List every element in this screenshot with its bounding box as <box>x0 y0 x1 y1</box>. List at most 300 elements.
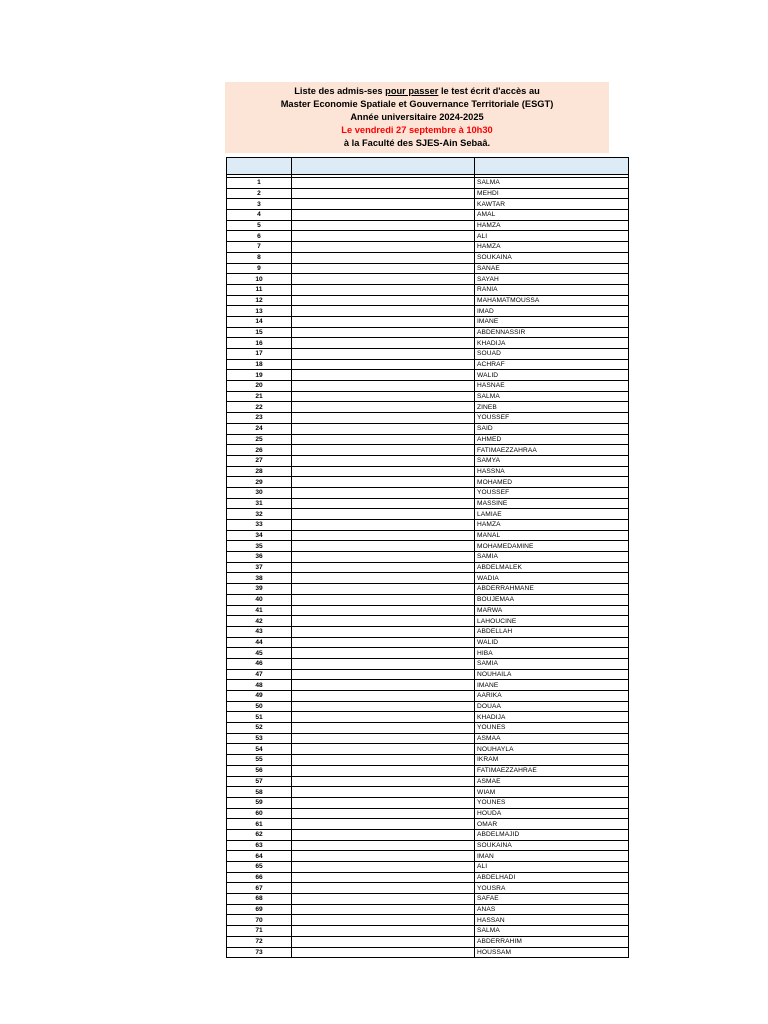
table-row <box>227 616 629 627</box>
row-blank-cell <box>292 306 475 317</box>
row-blank-cell <box>292 455 475 466</box>
table-row <box>227 242 629 253</box>
row-name: RANIA <box>475 284 629 295</box>
row-number: 38 <box>227 573 292 584</box>
row-blank-cell <box>292 691 475 702</box>
row-blank-cell <box>292 669 475 680</box>
row-name: DOUAA <box>475 701 629 712</box>
table-row <box>227 455 629 466</box>
exam-location: à la Faculté des SJES-Ain Sebaâ. <box>343 138 491 148</box>
row-number: 18 <box>227 359 292 370</box>
row-blank-cell <box>292 862 475 873</box>
row-name: AARIKA <box>475 691 629 702</box>
table-row <box>227 252 629 263</box>
table-row <box>227 755 629 766</box>
table-row <box>227 178 629 189</box>
table-row <box>227 626 629 637</box>
row-blank-cell <box>292 520 475 531</box>
table-row <box>227 370 629 381</box>
table-row <box>227 808 629 819</box>
row-number: 36 <box>227 552 292 563</box>
title-line-3: Année universitaire 2024-2025 <box>350 112 484 122</box>
row-name: HASSAN <box>475 915 629 926</box>
row-number: 68 <box>227 894 292 905</box>
row-number: 40 <box>227 594 292 605</box>
column-header-number <box>227 158 292 175</box>
row-number: 72 <box>227 936 292 947</box>
row-number: 16 <box>227 338 292 349</box>
row-blank-cell <box>292 616 475 627</box>
column-header-name <box>475 158 629 175</box>
row-number: 63 <box>227 840 292 851</box>
row-number: 19 <box>227 370 292 381</box>
row-blank-cell <box>292 936 475 947</box>
row-blank-cell <box>292 787 475 798</box>
row-number: 57 <box>227 776 292 787</box>
row-blank-cell <box>292 413 475 424</box>
row-number: 50 <box>227 701 292 712</box>
row-name: ASMAE <box>475 776 629 787</box>
row-name: SAMIA <box>475 658 629 669</box>
row-blank-cell <box>292 851 475 862</box>
row-number: 60 <box>227 808 292 819</box>
row-blank-cell <box>292 552 475 563</box>
row-blank-cell <box>292 701 475 712</box>
table-row <box>227 744 629 755</box>
table-row <box>227 872 629 883</box>
row-blank-cell <box>292 594 475 605</box>
row-name: FATIMAEZZAHRAA <box>475 445 629 456</box>
row-name: ABDELHADI <box>475 872 629 883</box>
row-number: 22 <box>227 402 292 413</box>
table-row <box>227 648 629 659</box>
table-row <box>227 338 629 349</box>
row-number: 11 <box>227 284 292 295</box>
row-blank-cell <box>292 776 475 787</box>
table-row <box>227 701 629 712</box>
row-blank-cell <box>292 947 475 958</box>
row-name: HOUDA <box>475 808 629 819</box>
row-blank-cell <box>292 894 475 905</box>
row-name: MOHAMED <box>475 477 629 488</box>
row-number: 32 <box>227 509 292 520</box>
row-name: ALI <box>475 231 629 242</box>
row-name: MARWA <box>475 605 629 616</box>
table-row <box>227 691 629 702</box>
table-row <box>227 274 629 285</box>
row-blank-cell <box>292 391 475 402</box>
row-blank-cell <box>292 252 475 263</box>
row-name: ABDERRAHMANE <box>475 584 629 595</box>
row-number: 73 <box>227 947 292 958</box>
row-blank-cell <box>292 274 475 285</box>
row-blank-cell <box>292 765 475 776</box>
table-row <box>227 466 629 477</box>
row-number: 30 <box>227 487 292 498</box>
row-number: 29 <box>227 477 292 488</box>
row-number: 59 <box>227 797 292 808</box>
list-title <box>225 82 609 153</box>
row-name: YOUSSEF <box>475 413 629 424</box>
row-name: SAYAH <box>475 274 629 285</box>
row-name: ASMAA <box>475 733 629 744</box>
row-name: ABDERRAHIM <box>475 936 629 947</box>
row-name: HASSNA <box>475 466 629 477</box>
row-name: HAMZA <box>475 520 629 531</box>
row-blank-cell <box>292 819 475 830</box>
row-blank-cell <box>292 210 475 221</box>
title-line-1-underlined: pour passer <box>385 86 439 96</box>
table-row <box>227 220 629 231</box>
row-number: 17 <box>227 349 292 360</box>
row-number: 14 <box>227 316 292 327</box>
row-blank-cell <box>292 423 475 434</box>
row-number: 67 <box>227 883 292 894</box>
table-row <box>227 669 629 680</box>
row-name: YOUNES <box>475 723 629 734</box>
row-number: 5 <box>227 220 292 231</box>
table-row <box>227 840 629 851</box>
row-blank-cell <box>292 359 475 370</box>
table-row <box>227 188 629 199</box>
row-blank-cell <box>292 541 475 552</box>
title-line-1-end: le test écrit d'accès au <box>438 86 540 96</box>
table-row <box>227 605 629 616</box>
table-row <box>227 316 629 327</box>
table-row <box>227 402 629 413</box>
row-number: 51 <box>227 712 292 723</box>
table-row <box>227 797 629 808</box>
row-name: SOUKAINA <box>475 252 629 263</box>
table-row <box>227 295 629 306</box>
row-number: 12 <box>227 295 292 306</box>
row-number: 53 <box>227 733 292 744</box>
row-name: MANAL <box>475 530 629 541</box>
table-row <box>227 883 629 894</box>
row-number: 61 <box>227 819 292 830</box>
row-number: 37 <box>227 562 292 573</box>
row-number: 58 <box>227 787 292 798</box>
row-name: HAMZA <box>475 242 629 253</box>
row-number: 69 <box>227 904 292 915</box>
table-row <box>227 915 629 926</box>
row-blank-cell <box>292 755 475 766</box>
row-blank-cell <box>292 626 475 637</box>
row-blank-cell <box>292 188 475 199</box>
row-number: 48 <box>227 680 292 691</box>
row-name: OMAR <box>475 819 629 830</box>
table-row <box>227 584 629 595</box>
row-name: WALID <box>475 370 629 381</box>
row-blank-cell <box>292 402 475 413</box>
row-blank-cell <box>292 349 475 360</box>
row-number: 64 <box>227 851 292 862</box>
row-blank-cell <box>292 263 475 274</box>
row-name: LAMIAE <box>475 509 629 520</box>
title-line-1-start: Liste des admis-ses <box>294 86 386 96</box>
row-blank-cell <box>292 381 475 392</box>
row-blank-cell <box>292 573 475 584</box>
row-blank-cell <box>292 648 475 659</box>
row-number: 56 <box>227 765 292 776</box>
row-name: FATIMAEZZAHRAE <box>475 765 629 776</box>
row-name: AHMED <box>475 434 629 445</box>
table-row <box>227 562 629 573</box>
row-blank-cell <box>292 445 475 456</box>
row-name: WIAM <box>475 787 629 798</box>
row-blank-cell <box>292 744 475 755</box>
table-row <box>227 829 629 840</box>
row-blank-cell <box>292 584 475 595</box>
table-row <box>227 552 629 563</box>
row-blank-cell <box>292 434 475 445</box>
table-row <box>227 712 629 723</box>
row-number: 10 <box>227 274 292 285</box>
row-name: YOUSSEF <box>475 487 629 498</box>
row-number: 42 <box>227 616 292 627</box>
row-name: IMANE <box>475 316 629 327</box>
row-blank-cell <box>292 466 475 477</box>
row-name: NOUHAILA <box>475 669 629 680</box>
table-row <box>227 594 629 605</box>
row-blank-cell <box>292 872 475 883</box>
table-row <box>227 723 629 734</box>
table-row <box>227 530 629 541</box>
row-blank-cell <box>292 723 475 734</box>
admitted-list-table <box>226 157 629 958</box>
row-blank-cell <box>292 840 475 851</box>
table-row <box>227 284 629 295</box>
table-row <box>227 851 629 862</box>
table-row <box>227 573 629 584</box>
row-name: ALI <box>475 862 629 873</box>
table-row <box>227 477 629 488</box>
row-blank-cell <box>292 199 475 210</box>
table-row <box>227 210 629 221</box>
row-number: 62 <box>227 829 292 840</box>
table-row <box>227 541 629 552</box>
row-number: 1 <box>227 178 292 189</box>
table-row <box>227 819 629 830</box>
table-header-row <box>227 158 629 175</box>
table-row <box>227 776 629 787</box>
table-row <box>227 787 629 798</box>
table-row <box>227 637 629 648</box>
row-blank-cell <box>292 808 475 819</box>
table-row <box>227 381 629 392</box>
row-blank-cell <box>292 327 475 338</box>
row-name: SAFAE <box>475 894 629 905</box>
row-blank-cell <box>292 338 475 349</box>
table-row <box>227 926 629 937</box>
row-number: 2 <box>227 188 292 199</box>
row-name: SANAE <box>475 263 629 274</box>
row-number: 28 <box>227 466 292 477</box>
row-name: WADIA <box>475 573 629 584</box>
row-blank-cell <box>292 712 475 723</box>
table-row <box>227 413 629 424</box>
row-blank-cell <box>292 509 475 520</box>
row-number: 4 <box>227 210 292 221</box>
row-name: IMAD <box>475 306 629 317</box>
row-name: MASSINE <box>475 498 629 509</box>
row-number: 20 <box>227 381 292 392</box>
row-blank-cell <box>292 220 475 231</box>
table-row <box>227 487 629 498</box>
row-blank-cell <box>292 883 475 894</box>
row-name: KHADIJA <box>475 712 629 723</box>
row-number: 54 <box>227 744 292 755</box>
row-number: 15 <box>227 327 292 338</box>
row-name: IKRAM <box>475 755 629 766</box>
table-row <box>227 199 629 210</box>
row-name: SAMYA <box>475 455 629 466</box>
row-blank-cell <box>292 316 475 327</box>
table-row <box>227 349 629 360</box>
table-row <box>227 231 629 242</box>
row-blank-cell <box>292 487 475 498</box>
title-line-2: Master Economie Spatiale et Gouvernance Territoriale (ESGT) <box>280 99 554 109</box>
row-name: ACHRAF <box>475 359 629 370</box>
row-number: 31 <box>227 498 292 509</box>
row-name: HOUSSAM <box>475 947 629 958</box>
table-row <box>227 862 629 873</box>
row-blank-cell <box>292 242 475 253</box>
row-name: BOUJEMAA <box>475 594 629 605</box>
row-name: SAID <box>475 423 629 434</box>
row-blank-cell <box>292 680 475 691</box>
row-blank-cell <box>292 658 475 669</box>
row-blank-cell <box>292 370 475 381</box>
row-name: KHADIJA <box>475 338 629 349</box>
row-number: 34 <box>227 530 292 541</box>
row-number: 47 <box>227 669 292 680</box>
table-row <box>227 391 629 402</box>
exam-date: Le vendredi 27 septembre à 10h30 <box>341 125 493 135</box>
row-name: ABDENNASSIR <box>475 327 629 338</box>
row-blank-cell <box>292 562 475 573</box>
row-number: 25 <box>227 434 292 445</box>
row-blank-cell <box>292 295 475 306</box>
row-number: 44 <box>227 637 292 648</box>
row-name: ABDELMAJID <box>475 829 629 840</box>
row-blank-cell <box>292 904 475 915</box>
row-name: MOHAMEDAMINE <box>475 541 629 552</box>
row-blank-cell <box>292 284 475 295</box>
row-name: YOUSRA <box>475 883 629 894</box>
row-number: 39 <box>227 584 292 595</box>
row-name: MAHAMATMOUSSA <box>475 295 629 306</box>
row-number: 9 <box>227 263 292 274</box>
row-name: ABDELMALEK <box>475 562 629 573</box>
table-row <box>227 936 629 947</box>
row-blank-cell <box>292 231 475 242</box>
row-number: 26 <box>227 445 292 456</box>
row-number: 71 <box>227 926 292 937</box>
row-blank-cell <box>292 926 475 937</box>
row-number: 46 <box>227 658 292 669</box>
title-line-1 <box>225 85 609 98</box>
row-number: 6 <box>227 231 292 242</box>
row-number: 65 <box>227 862 292 873</box>
row-name: SALMA <box>475 926 629 937</box>
table-row <box>227 498 629 509</box>
table-row <box>227 680 629 691</box>
row-name: HAMZA <box>475 220 629 231</box>
row-number: 43 <box>227 626 292 637</box>
row-name: ABDELLAH <box>475 626 629 637</box>
row-number: 27 <box>227 455 292 466</box>
row-number: 66 <box>227 872 292 883</box>
row-blank-cell <box>292 605 475 616</box>
row-name: ANAS <box>475 904 629 915</box>
row-number: 41 <box>227 605 292 616</box>
row-name: SALMA <box>475 178 629 189</box>
row-number: 21 <box>227 391 292 402</box>
row-number: 7 <box>227 242 292 253</box>
table-row <box>227 904 629 915</box>
row-number: 49 <box>227 691 292 702</box>
table-row <box>227 359 629 370</box>
row-name: KAWTAR <box>475 199 629 210</box>
row-name: YOUNES <box>475 797 629 808</box>
table-row <box>227 434 629 445</box>
row-number: 33 <box>227 520 292 531</box>
row-name: LAHOUCINE <box>475 616 629 627</box>
row-name: SALMA <box>475 391 629 402</box>
row-number: 45 <box>227 648 292 659</box>
row-blank-cell <box>292 829 475 840</box>
table-row <box>227 445 629 456</box>
row-name: AMAL <box>475 210 629 221</box>
row-name: NOUHAYLA <box>475 744 629 755</box>
row-name: IMAN <box>475 851 629 862</box>
row-name: ZINEB <box>475 402 629 413</box>
row-blank-cell <box>292 797 475 808</box>
row-blank-cell <box>292 637 475 648</box>
row-name: HIBA <box>475 648 629 659</box>
row-number: 35 <box>227 541 292 552</box>
table-row <box>227 306 629 317</box>
row-blank-cell <box>292 498 475 509</box>
row-number: 23 <box>227 413 292 424</box>
column-header-blank <box>292 158 475 175</box>
row-number: 13 <box>227 306 292 317</box>
row-name: IMANE <box>475 680 629 691</box>
row-blank-cell <box>292 530 475 541</box>
row-blank-cell <box>292 915 475 926</box>
row-number: 55 <box>227 755 292 766</box>
row-number: 24 <box>227 423 292 434</box>
table-row <box>227 894 629 905</box>
row-number: 3 <box>227 199 292 210</box>
table-row <box>227 520 629 531</box>
table-row <box>227 263 629 274</box>
row-name: MEHDI <box>475 188 629 199</box>
row-blank-cell <box>292 477 475 488</box>
table-row <box>227 765 629 776</box>
row-name: SAMIA <box>475 552 629 563</box>
row-number: 52 <box>227 723 292 734</box>
row-name: SOUAD <box>475 349 629 360</box>
row-number: 70 <box>227 915 292 926</box>
table-row <box>227 947 629 958</box>
row-blank-cell <box>292 733 475 744</box>
table-row <box>227 423 629 434</box>
row-name: WALID <box>475 637 629 648</box>
row-blank-cell <box>292 178 475 189</box>
table-row <box>227 733 629 744</box>
